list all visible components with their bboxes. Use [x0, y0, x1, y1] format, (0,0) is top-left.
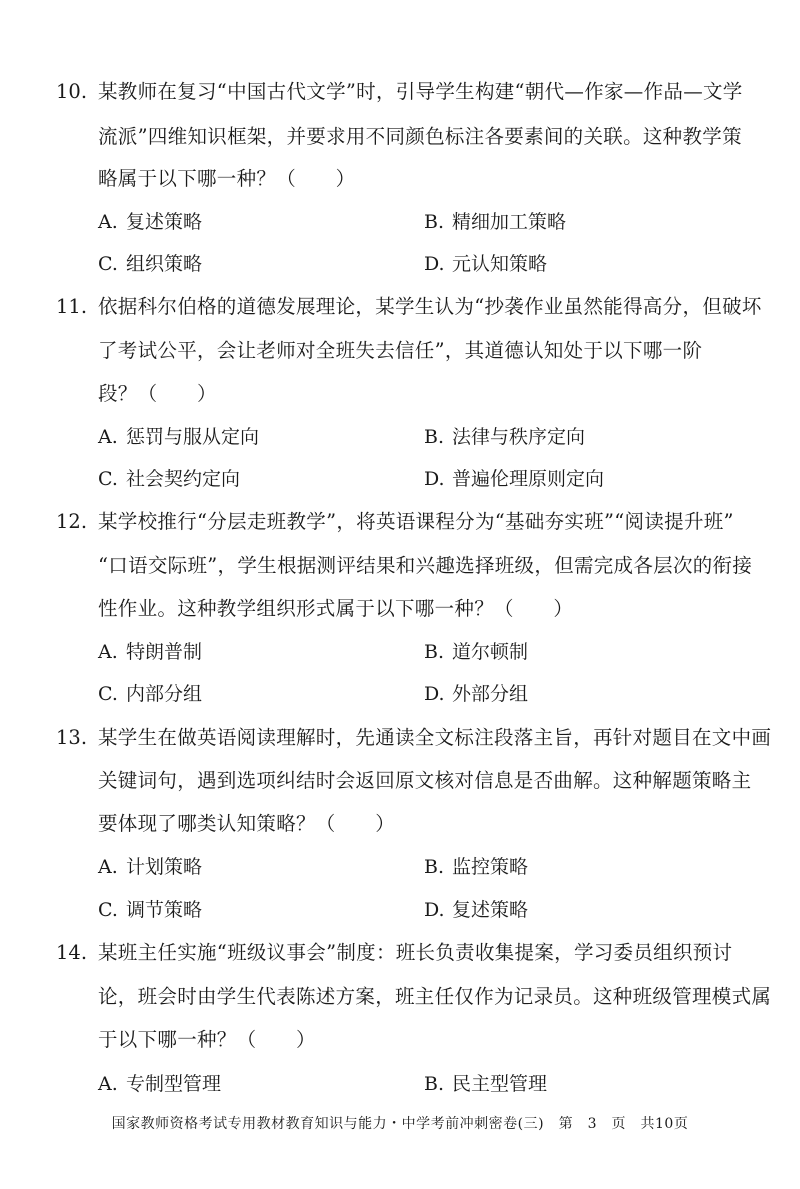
option-letter: D.: [424, 253, 445, 275]
option-text: 复述策略: [126, 211, 203, 233]
option-text: 元认知策略: [452, 253, 548, 275]
option-b: [424, 424, 585, 450]
question-text-line: “口语交际班”，学生根据测评结果和兴趣选择班级，但需完成各层次的衔接: [98, 554, 753, 577]
option-d: [424, 681, 528, 707]
option-text: 调节策略: [126, 899, 203, 921]
question-text-line: 了考试公平，会让老师对全班失去信任”，其道德认知处于以下哪一阶: [98, 339, 703, 362]
question-text-line: 关键词句，遇到选项纠结时会返回原文核对信息是否曲解。这种解题策略主: [98, 769, 752, 792]
option-text: 专制型管理: [126, 1073, 222, 1095]
option-text: 精细加工策略: [452, 211, 567, 233]
question-text-line: 某学校推行“分层走班教学”，将英语课程分为“基础夯实班”“阅读提升班”: [98, 510, 734, 533]
question-text-line: 流派”四维知识框架，并要求用不同颜色标注各要素间的关联。这种教学策: [98, 125, 742, 148]
question-text-line: 性作业。这种教学组织形式属于以下哪一种？（ ）: [98, 597, 574, 620]
option-letter: B.: [424, 856, 445, 878]
question-text-line: 依据科尔伯格的道德发展理论，某学生认为“抄袭作业虽然能得高分，但破坏: [98, 295, 762, 318]
option-letter: B.: [424, 211, 445, 233]
question-text-line: 略属于以下哪一种？（ ）: [98, 167, 356, 190]
option-letter: A.: [98, 426, 118, 448]
question-text-line: 某教师在复习“中国古代文学”时，引导学生构建“朝代—作家—作品—文学: [98, 80, 743, 103]
option-text: 内部分组: [126, 683, 203, 705]
option-c: [98, 466, 240, 492]
option-text: 惩罚与服从定向: [126, 426, 260, 448]
option-a: [98, 1071, 221, 1097]
question-text-line: 段？（ ）: [98, 382, 217, 405]
option-text: 特朗普制: [126, 641, 203, 663]
option-text: 组织策略: [126, 253, 203, 275]
question-text-line: 某学生在做英语阅读理解时，先通读全文标注段落主旨，再针对题目在文中画: [98, 726, 772, 749]
option-text: 外部分组: [452, 683, 529, 705]
question-text-line: 某班主任实施“班级议事会”制度：班长负责收集提案，学习委员组织预讨: [98, 941, 733, 964]
option-a: [98, 854, 202, 880]
option-c: [98, 897, 202, 923]
option-letter: C.: [98, 468, 118, 490]
option-text: 普遍伦理原则定向: [452, 468, 605, 490]
option-letter: D.: [424, 468, 445, 490]
option-a: [98, 639, 202, 665]
option-letter: A.: [98, 1073, 118, 1095]
option-a: [98, 424, 259, 450]
option-text: 民主型管理: [452, 1073, 548, 1095]
option-letter: B.: [424, 1073, 445, 1095]
option-letter: B.: [424, 641, 445, 663]
option-b: [424, 854, 528, 880]
question-number: 11.: [56, 295, 88, 318]
option-text: 计划策略: [126, 856, 203, 878]
option-c: [98, 251, 202, 277]
question-number: 13.: [56, 726, 88, 749]
option-a: [98, 209, 202, 235]
question-number: 10.: [56, 80, 88, 103]
question-number: 12.: [56, 510, 88, 533]
option-letter: D.: [424, 899, 445, 921]
option-text: 复述策略: [452, 899, 529, 921]
option-letter: C.: [98, 683, 118, 705]
question-text-line: 要体现了哪类认知策略？（ ）: [98, 812, 396, 835]
question-text-line: 于以下哪一种？（ ）: [98, 1028, 316, 1051]
option-d: [424, 897, 528, 923]
page-footer: 国家教师资格考试专用教材教育知识与能力・中学考前冲刺密卷(三) 第 3 页 共10页: [111, 1116, 689, 1132]
question-number: 14.: [56, 941, 88, 964]
option-letter: A.: [98, 856, 118, 878]
option-text: 道尔顿制: [452, 641, 529, 663]
option-text: 法律与秩序定向: [452, 426, 586, 448]
option-letter: C.: [98, 899, 118, 921]
option-c: [98, 681, 202, 707]
option-text: 监控策略: [452, 856, 529, 878]
option-letter: A.: [98, 641, 118, 663]
option-b: [424, 209, 566, 235]
option-letter: C.: [98, 253, 118, 275]
option-d: [424, 251, 547, 277]
option-text: 社会契约定向: [126, 468, 241, 490]
option-d: [424, 466, 604, 492]
option-letter: B.: [424, 426, 445, 448]
option-b: [424, 639, 528, 665]
option-letter: D.: [424, 683, 445, 705]
question-text-line: 论，班会时由学生代表陈述方案，班主任仅作为记录员。这种班级管理模式属: [98, 985, 772, 1008]
option-letter: A.: [98, 211, 118, 233]
option-b: [424, 1071, 547, 1097]
